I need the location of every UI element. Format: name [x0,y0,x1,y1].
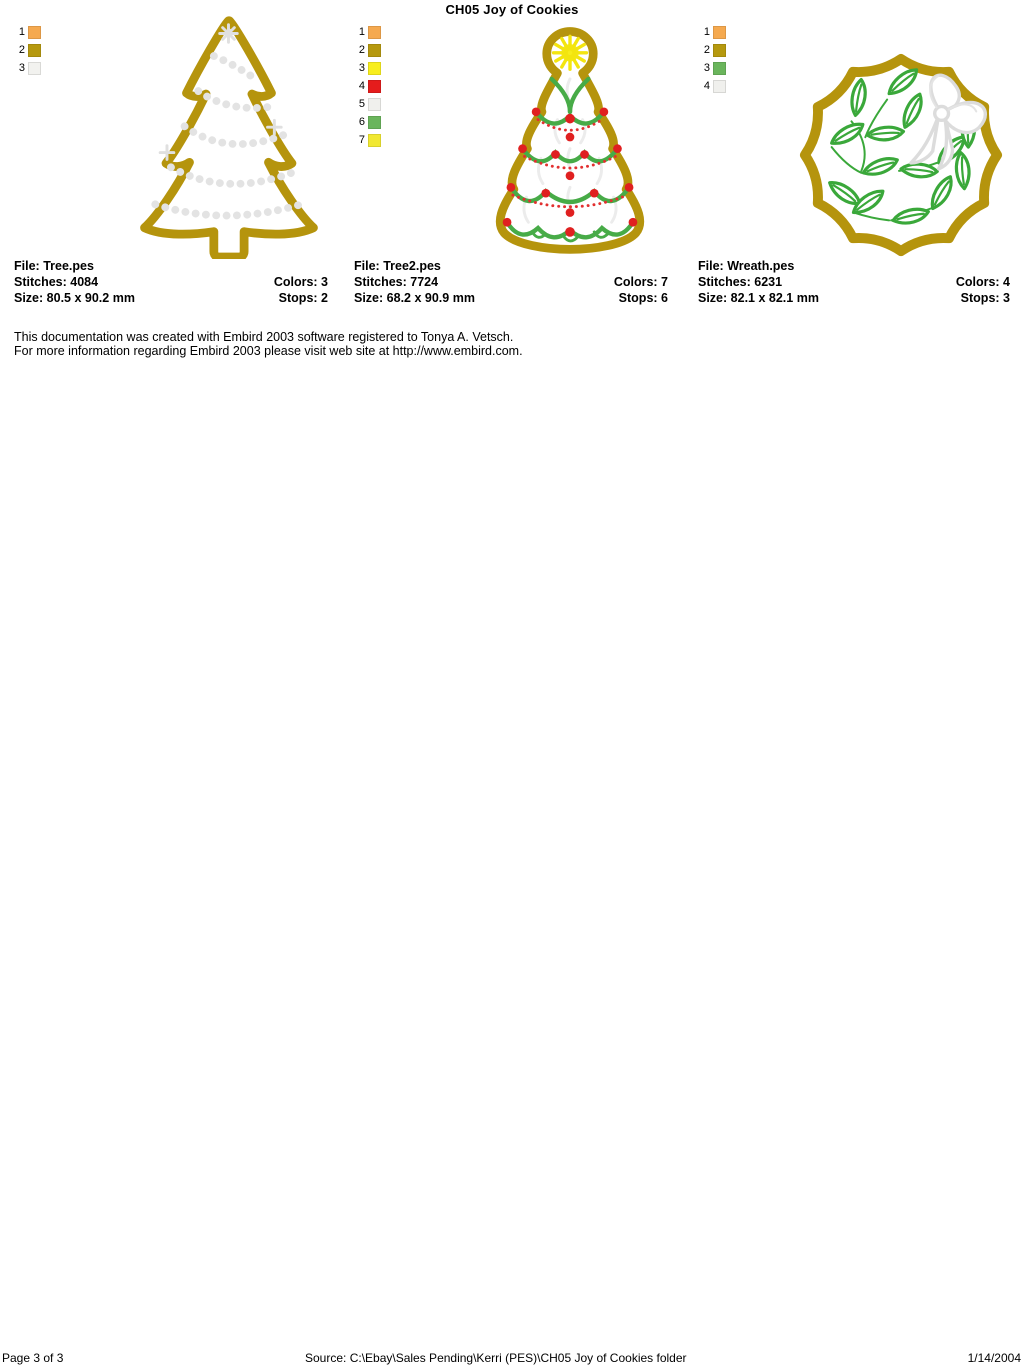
thread-color-row [354,23,381,41]
page-title: CH05 Joy of Cookies [445,2,579,17]
note-line-1: This documentation was created with Embird 2003 software registered to Tonya A. Vetsch. [14,330,514,344]
thread-color-swatch [713,26,726,39]
thread-color-swatch [713,62,726,75]
stops-line: Stops: 3 [960,291,1010,305]
thread-color-number: 7 [358,133,365,146]
file-line: File: Tree2.pes [354,259,441,273]
thread-color-list [14,23,41,77]
thread-color-number: 6 [358,115,365,128]
thread-color-swatch [28,44,41,57]
file-line: File: Tree.pes [14,259,94,273]
thread-color-row [14,41,41,59]
documentation-note [14,330,523,358]
stops-line: Stops: 6 [618,291,668,305]
design-info-tree2 [354,258,668,306]
thread-color-number: 1 [18,25,25,38]
thread-color-row [354,77,381,95]
thread-color-number: 3 [703,61,710,74]
thread-color-number: 2 [18,43,25,56]
thread-color-number: 1 [358,25,365,38]
thread-color-row [699,23,726,41]
footer-date: 1/14/2004 [967,1351,1021,1365]
thread-color-number: 1 [703,25,710,38]
thread-color-number: 4 [358,79,365,92]
thread-color-list [354,23,381,149]
stitches-line: Stitches: 4084 [14,275,99,289]
thread-color-row [14,59,41,77]
thread-color-swatch [368,116,381,129]
size-line: Size: 82.1 x 82.1 mm [698,291,819,305]
thread-color-row [354,95,381,113]
stops-line: Stops: 2 [278,291,328,305]
decorated-tree-cookie-design [478,22,662,254]
thread-color-swatch [368,134,381,147]
thread-color-number: 2 [358,43,365,56]
design-info-wreath [698,258,1010,306]
thread-color-number: 2 [703,43,710,56]
thread-color-swatch [713,80,726,93]
thread-color-row [354,59,381,77]
thread-color-number: 3 [18,61,25,74]
stitches-line: Stitches: 6231 [698,275,783,289]
stitches-line: Stitches: 7724 [354,275,439,289]
thread-color-row [354,131,381,149]
tree-cookie-design [126,13,330,259]
footer-page-number: Page 3 of 3 [2,1351,64,1365]
thread-color-swatch [28,62,41,75]
thread-color-row [699,41,726,59]
thread-color-number: 4 [703,79,710,92]
thread-color-row [354,113,381,131]
size-line: Size: 68.2 x 90.9 mm [354,291,475,305]
file-line: File: Wreath.pes [698,259,795,273]
size-line: Size: 80.5 x 90.2 mm [14,291,135,305]
thread-color-list [699,23,726,95]
colors-line: Colors: 7 [613,275,668,289]
thread-color-row [699,77,726,95]
footer-source-path: Source: C:\Ebay\Sales Pending\Kerri (PES)\CH05 Joy of Cookies folder [305,1351,687,1365]
colors-line: Colors: 3 [273,275,328,289]
tree-cookie-outline [145,21,314,257]
note-line-2: For more information regarding Embird 2003 please visit web site at http://www.embird.com. [14,344,523,358]
thread-color-swatch [368,26,381,39]
thread-color-row [14,23,41,41]
thread-color-swatch [713,44,726,57]
design-info-tree [14,258,328,306]
thread-color-number: 5 [358,97,365,110]
thread-color-row [699,59,726,77]
thread-color-swatch [368,62,381,75]
thread-color-number: 3 [358,61,365,74]
wreath-cookie-design [792,52,1010,262]
thread-color-swatch [28,26,41,39]
thread-color-swatch [368,80,381,93]
thread-color-swatch [368,44,381,57]
thread-color-swatch [368,98,381,111]
colors-line: Colors: 4 [955,275,1010,289]
thread-color-row [354,41,381,59]
